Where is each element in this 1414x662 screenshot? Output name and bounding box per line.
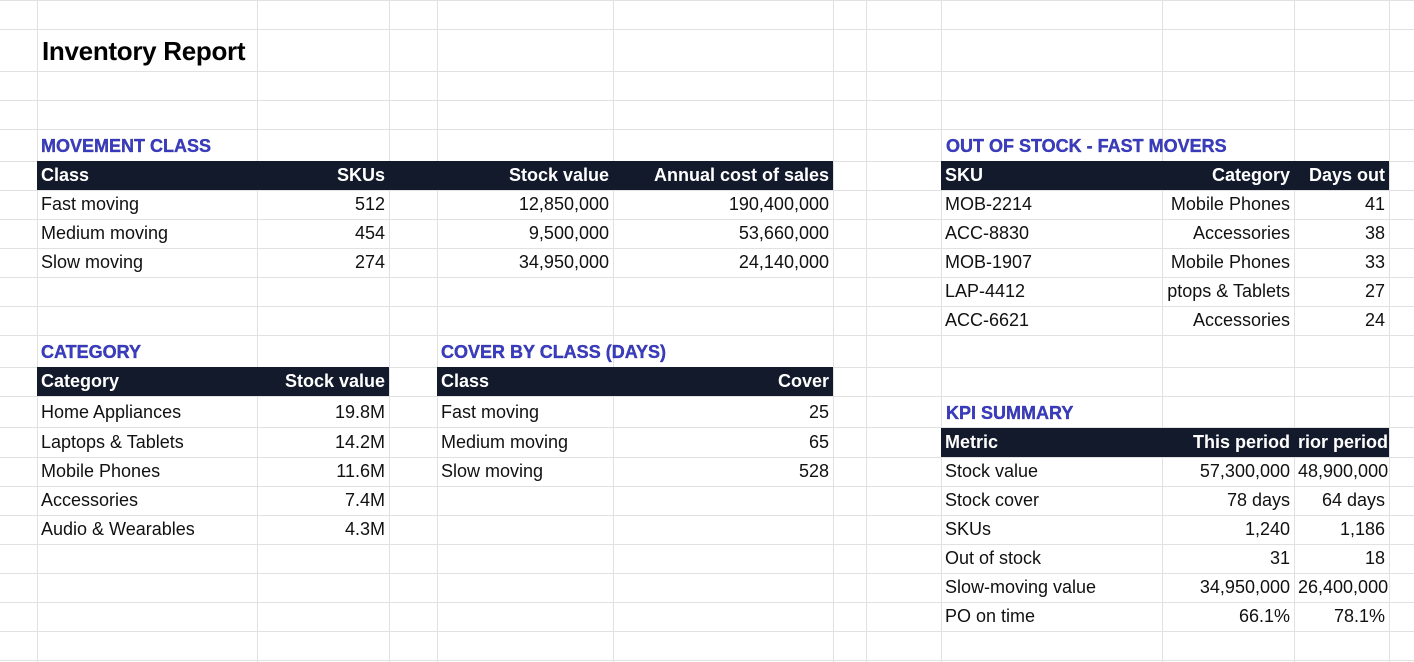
- header-cell[interactable]: Class: [441, 371, 490, 391]
- category-title[interactable]: CATEGORY: [41, 342, 142, 362]
- cell[interactable]: 31: [1269, 548, 1290, 568]
- cell[interactable]: 19.8M: [334, 402, 385, 422]
- cell[interactable]: Stock value: [945, 461, 1039, 481]
- cell[interactable]: Stock cover: [945, 490, 1040, 510]
- cell[interactable]: Mobile Phones: [41, 461, 161, 481]
- header-cell[interactable]: Annual cost of sales: [653, 165, 829, 185]
- table-row: [37, 219, 833, 248]
- grid-row-line: [0, 0, 1414, 1]
- table-row: [941, 306, 1389, 335]
- table-row: [37, 515, 389, 544]
- cell[interactable]: LAP-4412: [945, 281, 1026, 301]
- out-of-stock-header-row: [941, 161, 1389, 190]
- cell[interactable]: 53,660,000: [738, 223, 829, 243]
- cover-by-class-title[interactable]: COVER BY CLASS (DAYS): [441, 342, 667, 362]
- cell[interactable]: 78 days: [1226, 490, 1290, 510]
- table-row: [37, 457, 389, 486]
- cell[interactable]: 4.3M: [344, 519, 385, 539]
- cell[interactable]: Mobile Phones: [1170, 194, 1290, 214]
- table-row: [941, 573, 1389, 602]
- cell[interactable]: 12,850,000: [518, 194, 609, 214]
- cell[interactable]: 34,950,000: [518, 252, 609, 272]
- cell[interactable]: ACC-8830: [945, 223, 1030, 243]
- cell[interactable]: Accessories: [1192, 223, 1290, 243]
- cell[interactable]: Medium moving: [441, 432, 569, 452]
- header-cell[interactable]: Metric: [945, 432, 999, 452]
- table-row: [941, 248, 1389, 277]
- cell[interactable]: 64 days: [1321, 490, 1385, 510]
- cell[interactable]: 34,950,000: [1199, 577, 1290, 597]
- header-cell[interactable]: This period: [1192, 432, 1290, 452]
- header-cell[interactable]: rior period: [1298, 432, 1389, 452]
- cell[interactable]: 66.1%: [1238, 606, 1290, 626]
- table-row: [37, 486, 389, 515]
- cell[interactable]: 26,400,000: [1298, 577, 1389, 597]
- cell[interactable]: 33: [1364, 252, 1385, 272]
- table-row: [37, 248, 833, 277]
- cell[interactable]: Home Appliances: [41, 402, 182, 422]
- cell[interactable]: 41: [1364, 194, 1385, 214]
- cell[interactable]: 48,900,000: [1298, 461, 1389, 481]
- table-row: [437, 398, 833, 427]
- cell[interactable]: 7.4M: [344, 490, 385, 510]
- grid-row-line: [0, 100, 1414, 101]
- grid-row-line: [0, 660, 1414, 661]
- header-cell[interactable]: Cover: [777, 371, 829, 391]
- cell[interactable]: 512: [354, 194, 385, 214]
- cell[interactable]: ptops & Tablets: [1167, 281, 1290, 301]
- cell[interactable]: 57,300,000: [1199, 461, 1290, 481]
- movement-class-title[interactable]: MOVEMENT CLASS: [41, 136, 212, 156]
- cell[interactable]: Accessories: [1192, 310, 1290, 330]
- header-cell[interactable]: SKU: [945, 165, 984, 185]
- grid-row-line: [0, 396, 1414, 397]
- kpi-summary-title[interactable]: KPI SUMMARY: [946, 403, 1074, 423]
- category-header-row: [37, 367, 389, 396]
- cell[interactable]: 11.6M: [336, 461, 385, 481]
- report-title[interactable]: Inventory Report: [42, 36, 246, 66]
- cell[interactable]: SKUs: [945, 519, 992, 539]
- table-row: [37, 428, 389, 457]
- table-row: [941, 486, 1389, 515]
- grid-row-line: [0, 29, 1414, 30]
- cell[interactable]: 9,500,000: [528, 223, 609, 243]
- table-row: [941, 515, 1389, 544]
- table-row: [37, 398, 389, 427]
- header-cell[interactable]: Category: [1211, 165, 1290, 185]
- cell[interactable]: 14.2M: [334, 432, 385, 452]
- grid-row-line: [0, 631, 1414, 632]
- cell[interactable]: 454: [354, 223, 385, 243]
- cell[interactable]: Mobile Phones: [1170, 252, 1290, 272]
- cell[interactable]: MOB-1907: [945, 252, 1033, 272]
- cell[interactable]: MOB-2214: [945, 194, 1033, 214]
- table-row: [437, 428, 833, 457]
- cell[interactable]: 24,140,000: [738, 252, 829, 272]
- cell[interactable]: Laptops & Tablets: [41, 432, 184, 452]
- header-cell[interactable]: Category: [41, 371, 120, 391]
- header-cell[interactable]: Days out: [1308, 165, 1385, 185]
- cell[interactable]: Slow moving: [441, 461, 544, 481]
- header-cell[interactable]: Class: [41, 165, 90, 185]
- cell[interactable]: Audio & Wearables: [41, 519, 195, 539]
- header-cell[interactable]: Stock value: [508, 165, 609, 185]
- cell[interactable]: 27: [1364, 281, 1385, 301]
- cell[interactable]: Medium moving: [41, 223, 169, 243]
- grid-row-line: [0, 71, 1414, 72]
- movement-class-header-row: [37, 161, 833, 190]
- cell[interactable]: Out of stock: [945, 548, 1042, 568]
- cell[interactable]: 1,240: [1244, 519, 1290, 539]
- table-row: [941, 277, 1389, 306]
- cell[interactable]: 1,186: [1339, 519, 1385, 539]
- cell[interactable]: 190,400,000: [728, 194, 829, 214]
- cell[interactable]: 274: [354, 252, 385, 272]
- table-row: [941, 544, 1389, 573]
- out-of-stock-title[interactable]: OUT OF STOCK - FAST MOVERS: [946, 136, 1227, 156]
- header-cell[interactable]: Stock value: [284, 371, 385, 391]
- table-row: [941, 457, 1389, 486]
- table-row: [437, 457, 833, 486]
- cell[interactable]: PO on time: [945, 606, 1036, 626]
- grid-row-line: [0, 335, 1414, 336]
- header-cell[interactable]: SKUs: [336, 165, 385, 185]
- cover-by-class-header-row: [437, 367, 833, 396]
- cell[interactable]: 25: [808, 402, 829, 422]
- kpi-summary-header-row: [941, 428, 1389, 457]
- cell[interactable]: 65: [808, 432, 829, 452]
- cell[interactable]: Fast moving: [441, 402, 540, 422]
- cell[interactable]: Accessories: [41, 490, 139, 510]
- table-row: [37, 190, 833, 219]
- table-row: [941, 219, 1389, 248]
- cell[interactable]: Slow-moving value: [945, 577, 1097, 597]
- cell[interactable]: 24: [1364, 310, 1385, 330]
- cell[interactable]: 78.1%: [1333, 606, 1385, 626]
- table-row: [941, 190, 1389, 219]
- cell[interactable]: Slow moving: [41, 252, 144, 272]
- cell[interactable]: 38: [1364, 223, 1385, 243]
- cell[interactable]: 18: [1364, 548, 1385, 568]
- table-row: [941, 602, 1389, 631]
- cell[interactable]: 528: [798, 461, 829, 481]
- cell[interactable]: Fast moving: [41, 194, 140, 214]
- cell[interactable]: ACC-6621: [945, 310, 1030, 330]
- grid-row-line: [0, 129, 1414, 130]
